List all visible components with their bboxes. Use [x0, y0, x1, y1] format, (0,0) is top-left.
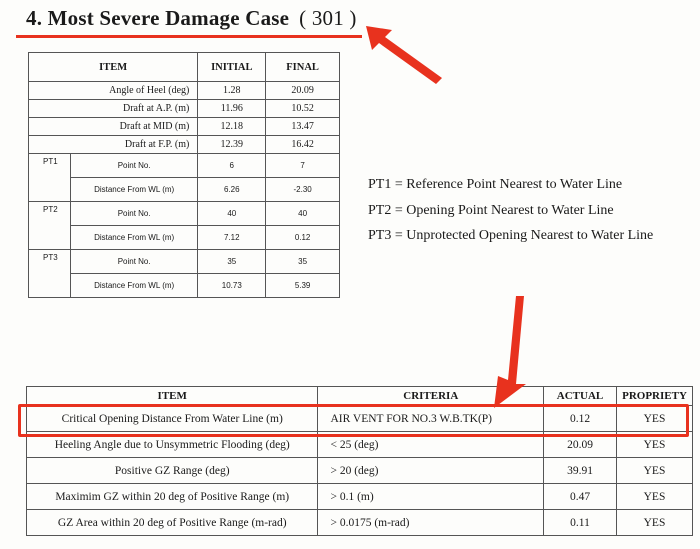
criteria-item: Heeling Angle due to Unsymmetric Flooding (deg)	[27, 432, 318, 458]
criteria-value: < 25 (deg)	[318, 432, 544, 458]
propriety-value: YES	[617, 432, 693, 458]
row-final: 10.52	[266, 100, 340, 118]
table-row	[29, 250, 340, 274]
legend-pt2: PT2 = Opening Point Nearest to Water Line	[368, 202, 614, 218]
table-row	[29, 118, 340, 136]
actual-value: 0.47	[544, 484, 617, 510]
page-title	[26, 6, 357, 31]
row-initial: 1.28	[198, 82, 266, 100]
table-row	[29, 82, 340, 100]
distance-final: 0.12	[266, 226, 340, 250]
propriety-value: YES	[617, 484, 693, 510]
row-final: 20.09	[266, 82, 340, 100]
criteria-item: GZ Area within 20 deg of Positive Range (m-rad)	[27, 510, 318, 536]
pt3-label: PT3	[29, 250, 71, 298]
table-row	[29, 226, 340, 250]
table-row	[29, 136, 340, 154]
distance-initial: 10.73	[198, 274, 266, 298]
row-label: Angle of Heel (deg)	[29, 82, 198, 100]
header-criteria: CRITERIA	[318, 387, 544, 406]
criteria-value: > 0.1 (m)	[318, 484, 544, 510]
distance-final: -2.30	[266, 178, 340, 202]
point-no-final: 40	[266, 202, 340, 226]
propriety-value: YES	[617, 510, 693, 536]
criteria-item: Maximim GZ within 20 deg of Positive Range (m)	[27, 484, 318, 510]
arrow-icon	[362, 22, 446, 86]
criteria-value: > 0.0175 (m-rad)	[318, 510, 544, 536]
propriety-value: YES	[617, 458, 693, 484]
point-no-label: Point No.	[70, 250, 197, 274]
distance-label: Distance From WL (m)	[70, 226, 197, 250]
header-final: FINAL	[266, 53, 340, 82]
row-label: Draft at F.P. (m)	[29, 136, 198, 154]
table-row	[27, 458, 693, 484]
row-label: Draft at A.P. (m)	[29, 100, 198, 118]
point-no-initial: 40	[198, 202, 266, 226]
highlight-box	[18, 404, 689, 437]
distance-label: Distance From WL (m)	[70, 274, 197, 298]
distance-final: 5.39	[266, 274, 340, 298]
point-no-label: Point No.	[70, 202, 197, 226]
criteria-item: Positive GZ Range (deg)	[27, 458, 318, 484]
pt1-label: PT1	[29, 154, 71, 202]
header-initial: INITIAL	[198, 53, 266, 82]
legend-pt3: PT3 = Unprotected Opening Nearest to Water Line	[368, 228, 654, 243]
distance-initial: 7.12	[198, 226, 266, 250]
row-final: 16.42	[266, 136, 340, 154]
arrow-icon	[480, 292, 530, 412]
table-row	[29, 178, 340, 202]
table-row	[29, 202, 340, 226]
header-propriety: PROPRIETY	[617, 387, 693, 406]
point-no-label: Point No.	[70, 154, 197, 178]
actual-value: 0.11	[544, 510, 617, 536]
title-text: 4. Most Severe Damage Case	[26, 6, 290, 30]
criteria-value: > 20 (deg)	[318, 458, 544, 484]
header-item: ITEM	[27, 387, 318, 406]
title-underline	[16, 35, 362, 38]
point-no-initial: 6	[198, 154, 266, 178]
table-row	[29, 274, 340, 298]
row-label: Draft at MID (m)	[29, 118, 198, 136]
legend-pt1: PT1 = Reference Point Nearest to Water Line	[368, 177, 623, 192]
pt2-label: PT2	[29, 202, 71, 250]
header-item: ITEM	[29, 53, 198, 82]
actual-value: 20.09	[544, 432, 617, 458]
row-initial: 11.96	[198, 100, 266, 118]
criteria-value: AIR VENT FOR NO.3 W.B.TK(P)	[318, 406, 544, 432]
point-no-initial: 35	[198, 250, 266, 274]
point-legend	[368, 172, 653, 249]
case-number: ( 301 )	[299, 6, 357, 30]
header-actual: ACTUAL	[544, 387, 617, 406]
distance-label: Distance From WL (m)	[70, 178, 197, 202]
distance-initial: 6.26	[198, 178, 266, 202]
propriety-value: YES	[617, 406, 693, 432]
criteria-item: Critical Opening Distance From Water Line (m)	[27, 406, 318, 432]
row-final: 13.47	[266, 118, 340, 136]
row-initial: 12.39	[198, 136, 266, 154]
damage-summary-table	[28, 52, 340, 298]
point-no-final: 35	[266, 250, 340, 274]
row-initial: 12.18	[198, 118, 266, 136]
point-no-final: 7	[266, 154, 340, 178]
actual-value: 39.91	[544, 458, 617, 484]
table-row	[27, 510, 693, 536]
table-row	[29, 100, 340, 118]
table-row	[29, 154, 340, 178]
actual-value: 0.12	[544, 406, 617, 432]
table-row	[27, 484, 693, 510]
